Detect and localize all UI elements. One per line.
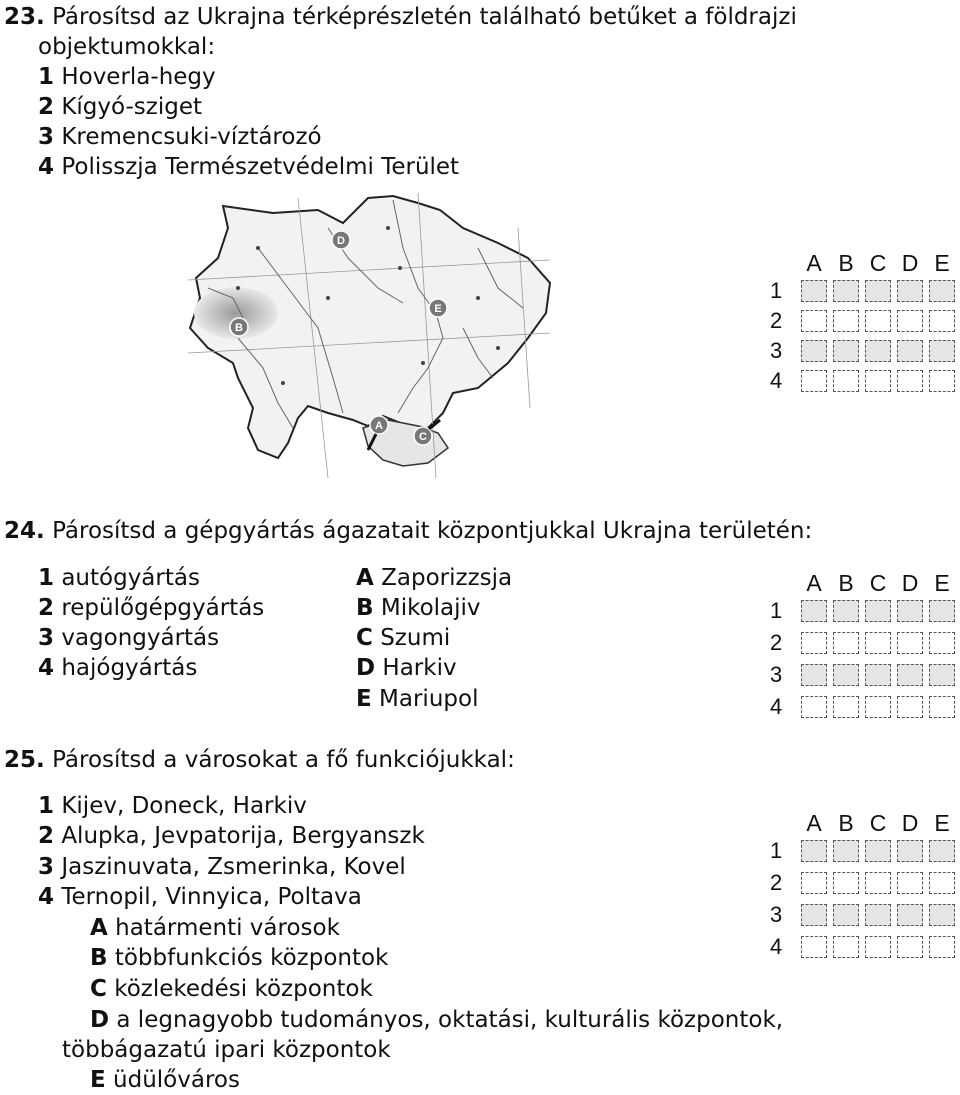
answer-cell[interactable] (929, 370, 955, 392)
ukraine-map (178, 188, 558, 488)
answer-grid-q25: A B C D E 1 2 3 4 (770, 810, 960, 960)
q23-title-line2: objektumokkal: (38, 34, 216, 60)
svg-text:D: D (337, 235, 345, 247)
answer-cell[interactable] (929, 600, 955, 622)
answer-cell[interactable] (801, 696, 827, 718)
q24-option: B Mikolajiv (356, 595, 481, 621)
q24-item: 4 hajógyártás (38, 655, 198, 681)
q23-number: 23. (4, 4, 45, 30)
answer-cell[interactable] (801, 872, 827, 894)
answer-cell[interactable] (865, 664, 891, 686)
q25-option: A határmenti városok (90, 915, 340, 941)
grid-row (770, 338, 960, 364)
answer-cell[interactable] (833, 904, 859, 926)
answer-cell[interactable] (865, 696, 891, 718)
q23-item: 3 Kremencsuki-víztározó (38, 124, 322, 150)
grid-row (770, 870, 960, 896)
answer-cell[interactable] (897, 632, 923, 654)
answer-cell[interactable] (801, 600, 827, 622)
answer-grid-q23: A B C D E 1 2 3 4 (770, 250, 960, 400)
answer-cell[interactable] (833, 696, 859, 718)
answer-cell[interactable] (865, 340, 891, 362)
q25-title-line (4, 745, 515, 775)
answer-cell[interactable] (833, 600, 859, 622)
grid-row (770, 694, 960, 720)
svg-text:E: E (434, 303, 442, 315)
q24-item: 2 repülőgépgyártás (38, 595, 265, 621)
answer-grid-q24: A B C D E 1 2 3 4 (770, 570, 960, 720)
q24-option: C Szumi (356, 625, 451, 651)
svg-text:A: A (375, 420, 383, 432)
answer-cell[interactable] (897, 340, 923, 362)
answer-cell[interactable] (833, 340, 859, 362)
grid-row (770, 598, 960, 624)
answer-cell[interactable] (801, 280, 827, 302)
answer-cell[interactable] (897, 310, 923, 332)
answer-cell[interactable] (801, 632, 827, 654)
grid-row (770, 278, 960, 304)
q25-option: E üdülőváros (90, 1067, 240, 1093)
map-marker-e (429, 299, 447, 317)
grid-row (770, 902, 960, 928)
answer-cell[interactable] (865, 632, 891, 654)
answer-cell[interactable] (833, 872, 859, 894)
answer-cell[interactable] (833, 310, 859, 332)
answer-cell[interactable] (801, 310, 827, 332)
answer-cell[interactable] (897, 696, 923, 718)
grid-row-number: 4 (770, 694, 783, 719)
answer-cell[interactable] (929, 340, 955, 362)
q24-title-line (4, 516, 812, 546)
answer-cell[interactable] (833, 936, 859, 958)
answer-cell[interactable] (929, 632, 955, 654)
grid-row-number: 2 (770, 308, 783, 333)
answer-cell[interactable] (929, 280, 955, 302)
answer-cell[interactable] (897, 904, 923, 926)
answer-cell[interactable] (801, 904, 827, 926)
q25-option-continuation: többágazatú ipari központok (62, 1037, 391, 1063)
answer-cell[interactable] (897, 840, 923, 862)
grid-row (770, 308, 960, 334)
q25-title: Párosítsd a városokat a fő funkciójukkal: (52, 747, 515, 773)
q25-item: 1 Kijev, Doneck, Harkiv (38, 793, 307, 819)
grid-row-number: 1 (770, 838, 783, 863)
answer-cell[interactable] (865, 600, 891, 622)
answer-cell[interactable] (929, 936, 955, 958)
q23-item: 4 Polisszja Természetvédelmi Terület (38, 154, 460, 180)
q25-item: 3 Jaszinuvata, Zsmerinka, Kovel (38, 854, 406, 880)
answer-cell[interactable] (865, 936, 891, 958)
answer-cell[interactable] (929, 696, 955, 718)
grid-row-number: 1 (770, 278, 783, 303)
q24-number: 24. (4, 518, 45, 544)
grid-row-number: 3 (770, 902, 783, 927)
q24-option: A Zaporizzsja (356, 565, 513, 591)
answer-cell[interactable] (929, 872, 955, 894)
answer-cell[interactable] (865, 280, 891, 302)
answer-cell[interactable] (865, 840, 891, 862)
answer-cell[interactable] (897, 280, 923, 302)
q24-item: 1 autógyártás (38, 565, 200, 591)
answer-cell[interactable] (833, 280, 859, 302)
q25-option: C közlekedési központok (90, 976, 373, 1002)
q23-title: Párosítsd az Ukrajna térképrészletén található betűket a földrajzi (52, 4, 797, 30)
answer-cell[interactable] (801, 370, 827, 392)
grid-row-number: 4 (770, 368, 783, 393)
q24-item: 3 vagongyártás (38, 625, 220, 651)
grid-row-number: 1 (770, 598, 783, 623)
answer-cell[interactable] (929, 840, 955, 862)
answer-cell[interactable] (929, 904, 955, 926)
q25-number: 25. (4, 747, 45, 773)
answer-cell[interactable] (929, 664, 955, 686)
grid-row-number: 3 (770, 338, 783, 363)
answer-cell[interactable] (801, 936, 827, 958)
q23-item: 1 Hoverla-hegy (38, 64, 216, 90)
answer-cell[interactable] (897, 370, 923, 392)
map-marker-d (332, 231, 350, 249)
answer-cell[interactable] (897, 600, 923, 622)
answer-cell[interactable] (897, 664, 923, 686)
q23-item: 2 Kígyó-sziget (38, 94, 203, 120)
answer-cell[interactable] (801, 840, 827, 862)
answer-cell[interactable] (833, 840, 859, 862)
grid-row-number: 3 (770, 662, 783, 687)
answer-cell[interactable] (865, 370, 891, 392)
answer-cell[interactable] (897, 936, 923, 958)
q23-title-line1 (4, 2, 797, 32)
answer-cell[interactable] (833, 664, 859, 686)
answer-cell[interactable] (865, 872, 891, 894)
map-marker-b (230, 318, 248, 336)
grid-row (770, 838, 960, 864)
answer-cell[interactable] (865, 904, 891, 926)
grid-row (770, 630, 960, 656)
q25-item: 2 Alupka, Jevpatorija, Bergyanszk (38, 823, 425, 849)
grid-row (770, 662, 960, 688)
answer-cell[interactable] (833, 632, 859, 654)
grid-row-number: 2 (770, 870, 783, 895)
grid-row-number: 4 (770, 934, 783, 959)
grid-row (770, 368, 960, 394)
grid-row (770, 934, 960, 960)
answer-cell[interactable] (801, 340, 827, 362)
q24-option: D Harkiv (356, 655, 457, 681)
q25-option: D a legnagyobb tudományos, oktatási, kulturális központok, (90, 1007, 784, 1033)
answer-cell[interactable] (897, 872, 923, 894)
answer-cell[interactable] (833, 370, 859, 392)
q24-option: E Mariupol (356, 686, 479, 712)
grid-row-number: 2 (770, 630, 783, 655)
answer-cell[interactable] (865, 310, 891, 332)
svg-text:B: B (235, 322, 243, 334)
q25-item: 4 Ternopil, Vinnyica, Poltava (38, 884, 362, 910)
answer-cell[interactable] (929, 310, 955, 332)
answer-cell[interactable] (801, 664, 827, 686)
q24-title: Párosítsd a gépgyártás ágazatait központjukkal Ukrajna területén: (52, 518, 813, 544)
q25-option: B többfunkciós központok (90, 945, 389, 971)
svg-text:C: C (419, 431, 427, 443)
